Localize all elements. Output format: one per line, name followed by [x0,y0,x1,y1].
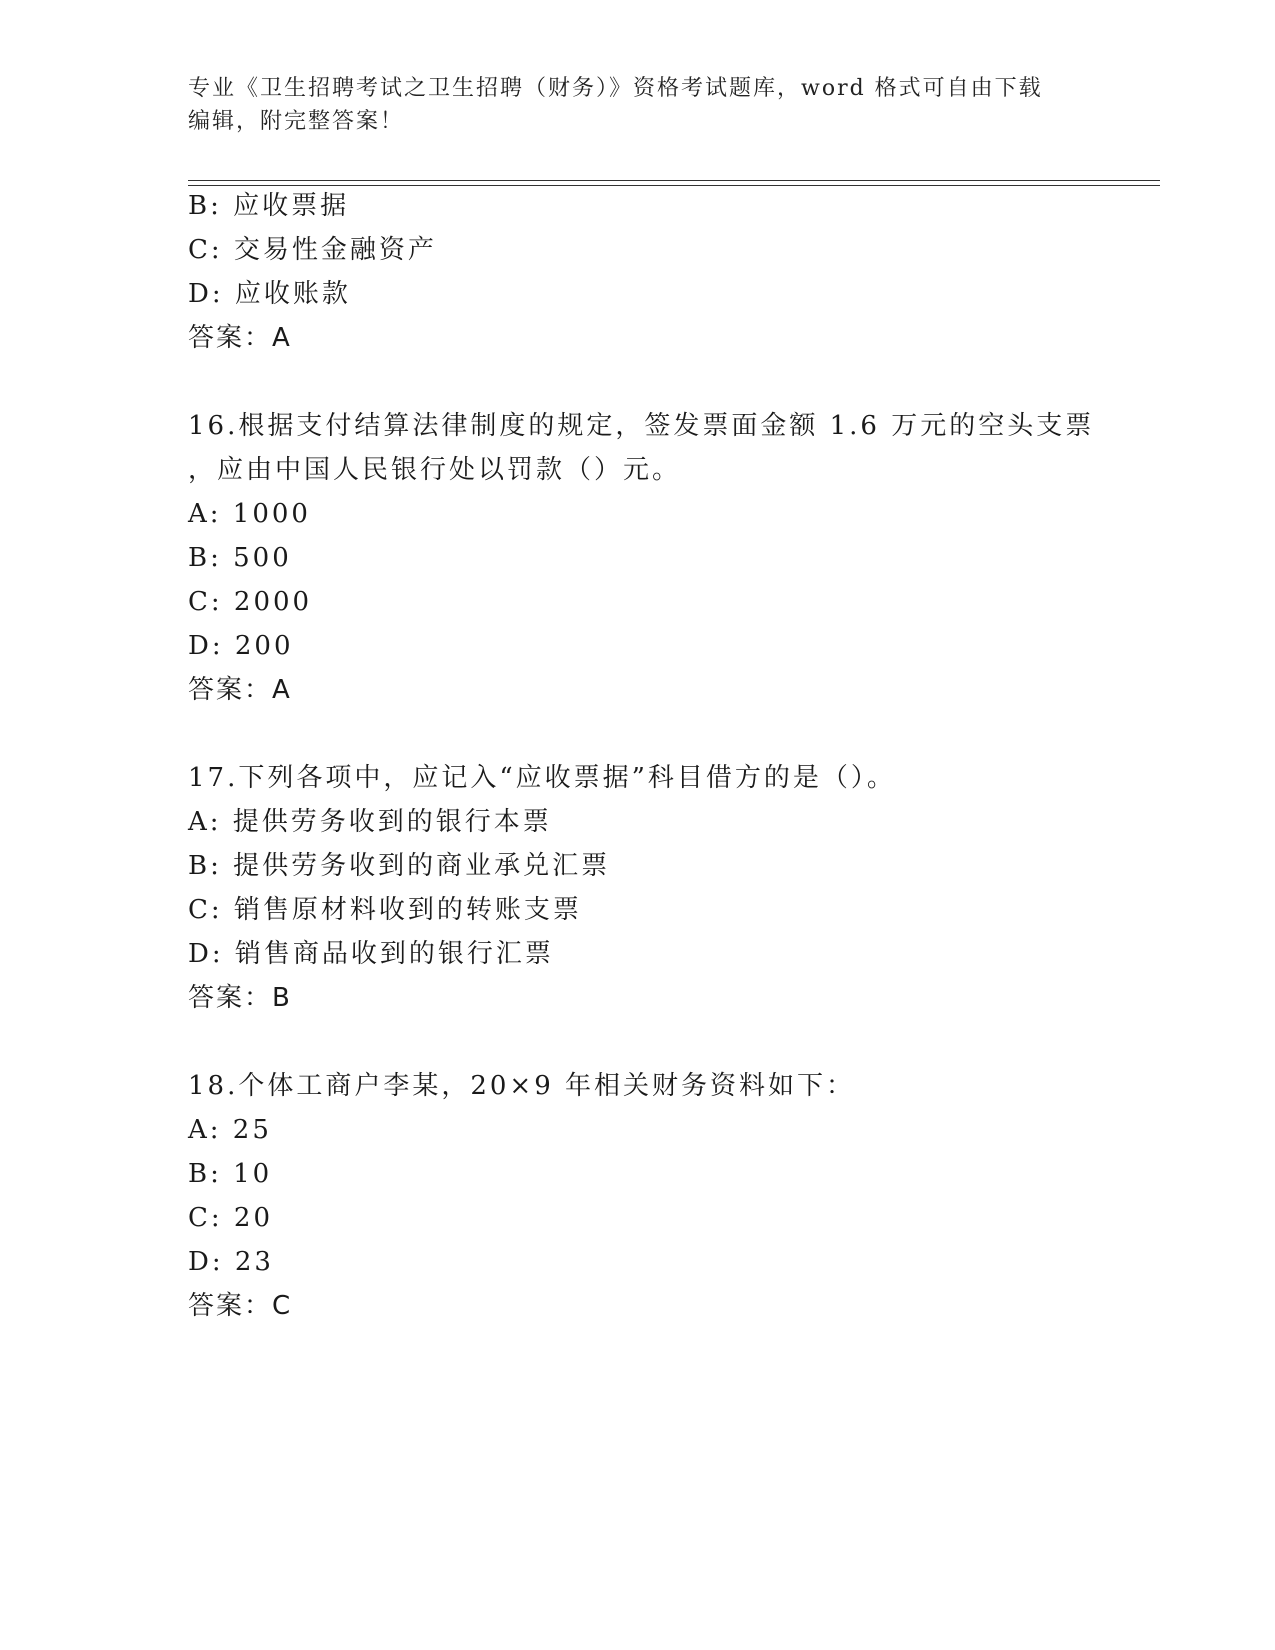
option-c: C: 20 [188,1203,274,1233]
answer: 答案：A [188,675,292,705]
header-divider-bottom [188,185,1160,186]
document-header [188,72,1088,138]
option-c: C: 交易性金融资产 [188,235,437,265]
question-stem: 16.根据支付结算法律制度的规定，签发票面金额 1.6 万元的空头支票 [188,411,1095,441]
option-b: B: 提供劳务收到的商业承兑汇票 [188,851,611,881]
option-b: B: 500 [188,543,292,573]
option-d: D: 200 [188,631,294,661]
option-d: D: 23 [188,1247,274,1277]
option-a: A: 提供劳务收到的银行本票 [188,807,552,837]
question-stem-continued: ，应由中国人民银行处以罚款（）元。 [188,455,682,485]
option-c: C: 销售原材料收到的转账支票 [188,895,582,925]
header-line-2: 编辑，附完整答案！ [188,109,405,134]
option-a: A: 1000 [188,499,311,529]
answer: 答案：C [188,1291,293,1321]
question-stem: 17.下列各项中，应记入“应收票据”科目借方的是（）。 [188,763,896,793]
answer: 答案：A [188,323,292,353]
option-b: B: 应收票据 [188,191,350,221]
header-divider-top [188,180,1160,181]
answer: 答案：B [188,983,292,1013]
option-d: D: 销售商品收到的银行汇票 [188,939,554,969]
option-c: C: 2000 [188,587,313,617]
question-stem: 18.个体工商户李某，20×9 年相关财务资料如下： [188,1071,856,1101]
option-b: B: 10 [188,1159,273,1189]
option-a: A: 25 [188,1115,272,1145]
option-d: D: 应收账款 [188,279,351,309]
header-line-1: 专业《卫生招聘考试之卫生招聘（财务）》资格考试题库，word 格式可自由下载 [188,76,1043,101]
